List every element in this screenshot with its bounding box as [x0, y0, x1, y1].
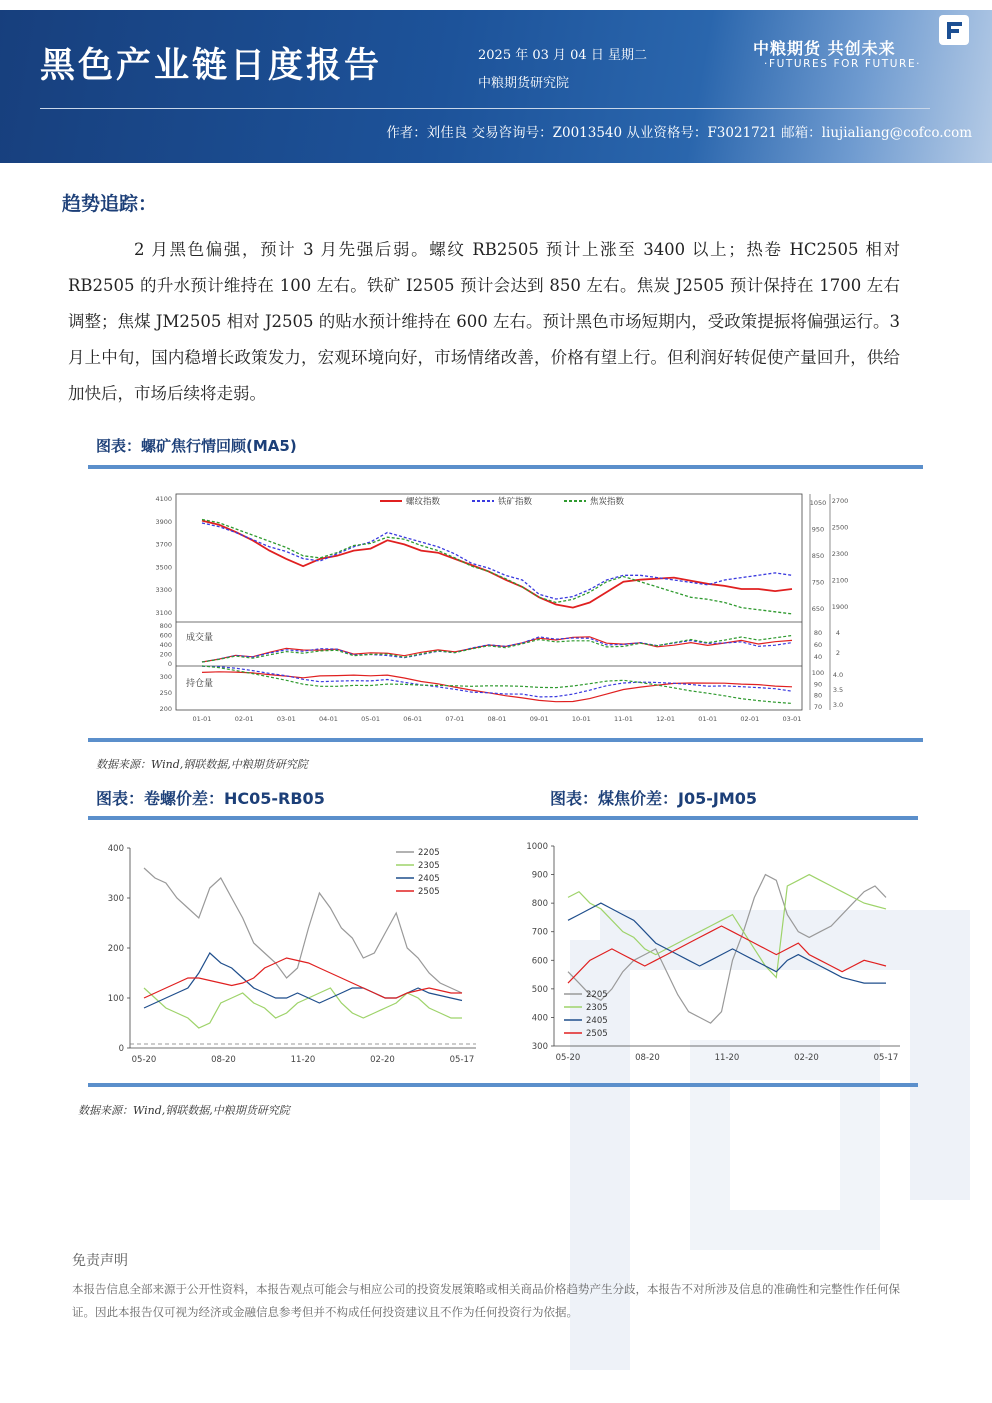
legend-label: 焦炭指数 — [590, 497, 625, 507]
y-tick-label: 800 — [531, 899, 548, 910]
figure1-title: 图表：螺矿焦行情回顾(MA5) — [96, 437, 297, 455]
x-tick-label: 01-01 — [698, 715, 718, 723]
volume-right2-tick: 4 — [835, 629, 841, 637]
report-date: 2025 年 03 月 04 日 星期二 — [478, 48, 647, 63]
volume-left-tick: 600 — [159, 631, 172, 640]
y-tick-label: 700 — [531, 927, 548, 938]
x-tick-label: 02-20 — [370, 1055, 395, 1065]
figure2-source: 数据来源：Wind,钢联数据,中粮期货研究院 — [78, 1104, 290, 1117]
company-slogan: ·FUTURES FOR FUTURE· — [764, 58, 922, 70]
figure1-bottom-rule — [88, 738, 923, 742]
legend-label: 铁矿指数 — [498, 497, 533, 507]
price-left-tick: 3900 — [155, 517, 172, 526]
x-tick-label: 05-01 — [361, 715, 381, 723]
company-logo-text: 中粮期货 共创未来 — [753, 39, 896, 58]
disclaimer-title: 免责声明 — [72, 1253, 128, 1269]
x-tick-label: 05-17 — [449, 1055, 475, 1065]
price-right2-tick: 2500 — [831, 523, 849, 532]
price-left-tick: 3500 — [155, 563, 172, 572]
legend-label: 2205 — [418, 848, 440, 858]
legend-label: 2405 — [586, 1016, 608, 1026]
legend-label: 2505 — [418, 887, 440, 897]
price-right1-tick: 850 — [811, 552, 825, 560]
trend-paragraph: 2 月黑色偏强，预计 3 月先强后弱。螺纹 RB2505 预计上涨至 3400 以上；热卷 HC2505 相对 RB2505 的升水预计维持在 100 左右。铁矿 I2505 预计会达到 850 左右。焦炭 J2505 预计保持在 1700 左右调整；焦煤 JM2505 相对 J2505 的贴水预计维持在 600 左右。预计黑色市场短期内，受政策提振将偏强运行。3 月上中旬，国内稳增长政策发力，宏观环境向好，市场情绪改善，价格有望上行。但利润好转促使产量回升，供给加快后，市场后续将走弱。 — [68, 240, 900, 403]
x-tick-label: 02-20 — [794, 1053, 819, 1063]
figure2-bottom-rule — [88, 1083, 918, 1087]
spread-series-line — [144, 958, 462, 998]
y-tick-label: 1000 — [526, 842, 548, 852]
oi-right2-tick: 3.0 — [832, 701, 844, 709]
price-right2-tick: 2700 — [831, 497, 849, 505]
x-tick-label: 08-20 — [635, 1053, 660, 1063]
x-tick-label: 12-01 — [656, 715, 676, 723]
x-tick-label: 01-01 — [192, 715, 212, 723]
volume-right1-tick: 60 — [813, 641, 823, 649]
oi-right2-tick: 3.5 — [832, 686, 844, 694]
figure3-title: 图表：煤焦价差：J05-JM05 — [550, 789, 758, 808]
price-right2-tick: 2300 — [831, 550, 849, 558]
y-tick-label: 600 — [531, 956, 548, 967]
spread-series-line — [144, 988, 462, 1028]
price-series-line — [202, 520, 792, 614]
y-tick-label: 900 — [531, 870, 548, 881]
price-right1-tick: 1050 — [809, 499, 827, 507]
disclaimer-text: 本报告信息全部来源于公开性资料，本报告观点可能会与相应公司的投资发展策略或相关商品价格趋势产生分歧，本报告不对所涉及信息的准确性和完整性作任何保证。因此本报告仅可视为经济或金融信息参考但并不构成任何投资建议且不作为任何投资行为依据。 — [72, 1282, 900, 1319]
volume-right1-tick: 80 — [813, 629, 823, 637]
x-tick-label: 03-01 — [276, 715, 296, 723]
price-left-tick: 3700 — [155, 540, 172, 549]
x-tick-label: 10-01 — [571, 715, 591, 723]
x-tick-label: 11-20 — [290, 1055, 316, 1065]
volume-series-line — [202, 637, 792, 662]
legend-label: 2205 — [586, 990, 608, 1000]
oi-panel-label: 持仓量 — [186, 679, 214, 689]
x-tick-label: 06-01 — [403, 715, 423, 723]
x-tick-label: 11-20 — [714, 1053, 740, 1063]
oi-right1-tick: 70 — [813, 703, 823, 711]
price-right1-tick: 750 — [811, 578, 825, 587]
volume-series-line — [202, 637, 792, 662]
x-tick-label: 05-17 — [873, 1053, 899, 1063]
x-tick-label: 08-01 — [487, 715, 507, 723]
legend-label: 2405 — [418, 874, 440, 884]
volume-left-tick: 200 — [159, 650, 172, 659]
figure1-source: 数据来源：Wind,钢联数据,中粮期货研究院 — [96, 758, 308, 771]
y-tick-label: 200 — [107, 944, 124, 954]
j-jm-spread-chart — [520, 834, 910, 1072]
report-institute: 中粮期货研究院 — [478, 76, 570, 91]
y-tick-label: 0 — [118, 1044, 124, 1054]
volume-panel-label: 成交量 — [186, 633, 214, 643]
y-tick-label: 300 — [107, 894, 124, 904]
price-right2-tick: 2100 — [831, 576, 849, 585]
oi-series-line — [202, 666, 792, 704]
volume-right2-tick: 2 — [835, 649, 841, 657]
author-info: 作者：刘佳良 交易咨询号：Z0013540 从业资格号：F3021721 邮箱：liujialiang@cofco.com — [386, 125, 972, 141]
report-title: 黑色产业链日度报告 — [40, 46, 383, 86]
x-tick-label: 04-01 — [318, 715, 338, 723]
oi-series-line — [202, 666, 792, 697]
header-divider — [40, 108, 930, 109]
legend-label: 2305 — [586, 1003, 608, 1013]
oi-right1-tick: 90 — [813, 680, 823, 689]
x-tick-label: 07-01 — [445, 715, 465, 723]
oi-left-tick: 300 — [159, 673, 172, 681]
y-tick-label: 500 — [531, 984, 548, 995]
oi-left-tick: 200 — [159, 705, 172, 713]
x-tick-label: 05-20 — [555, 1053, 581, 1063]
y-tick-label: 100 — [107, 994, 124, 1004]
price-series-line — [202, 521, 792, 608]
oi-right1-tick: 100 — [811, 669, 825, 677]
price-right1-tick: 650 — [811, 605, 825, 613]
hc-rb-spread-chart — [96, 836, 486, 1072]
oi-left-tick: 250 — [159, 689, 172, 697]
volume-right1-tick: 40 — [813, 653, 823, 661]
oi-right2-tick: 4.0 — [832, 671, 844, 679]
figure2-title: 图表：卷螺价差：HC05-RB05 — [96, 789, 325, 808]
oi-series-line — [202, 672, 792, 702]
x-tick-label: 05-20 — [131, 1055, 157, 1065]
x-tick-label: 08-20 — [211, 1055, 236, 1065]
x-tick-label: 11-01 — [613, 715, 633, 723]
header-top-strip — [0, 0, 992, 10]
company-logo-icon — [938, 14, 970, 46]
legend-label: 2505 — [586, 1029, 608, 1039]
spread-series-line — [568, 903, 886, 983]
report-header — [0, 0, 992, 163]
spread-series-line — [568, 875, 886, 1024]
spread-series-line — [144, 868, 462, 993]
spread-series-line — [568, 926, 886, 983]
y-tick-label: 400 — [531, 1013, 548, 1024]
y-tick-label: 300 — [531, 1042, 548, 1052]
section-title: 趋势追踪： — [62, 193, 158, 215]
price-left-tick: 4100 — [155, 495, 172, 503]
figure2-top-rule — [88, 816, 918, 820]
x-tick-label: 02-01 — [740, 715, 760, 723]
plot-frame — [176, 494, 802, 710]
price-right2-tick: 1900 — [831, 603, 849, 611]
price-right1-tick: 950 — [811, 525, 825, 534]
oi-right1-tick: 80 — [813, 691, 823, 700]
spread-series-line — [568, 875, 886, 978]
x-tick-label: 03-01 — [782, 715, 802, 723]
legend-label: 2305 — [418, 861, 440, 871]
legend-label: 螺纹指数 — [406, 497, 441, 507]
x-tick-label: 09-01 — [529, 715, 549, 723]
volume-left-tick: 400 — [159, 641, 172, 649]
volume-left-tick: 0 — [167, 660, 172, 668]
price-left-tick: 3100 — [155, 609, 172, 617]
volume-left-tick: 800 — [159, 622, 172, 630]
y-tick-label: 400 — [107, 844, 124, 854]
price-left-tick: 3300 — [155, 586, 172, 595]
market-review-chart — [140, 486, 849, 726]
x-tick-label: 02-01 — [234, 715, 254, 723]
figure1-top-rule — [88, 465, 923, 469]
